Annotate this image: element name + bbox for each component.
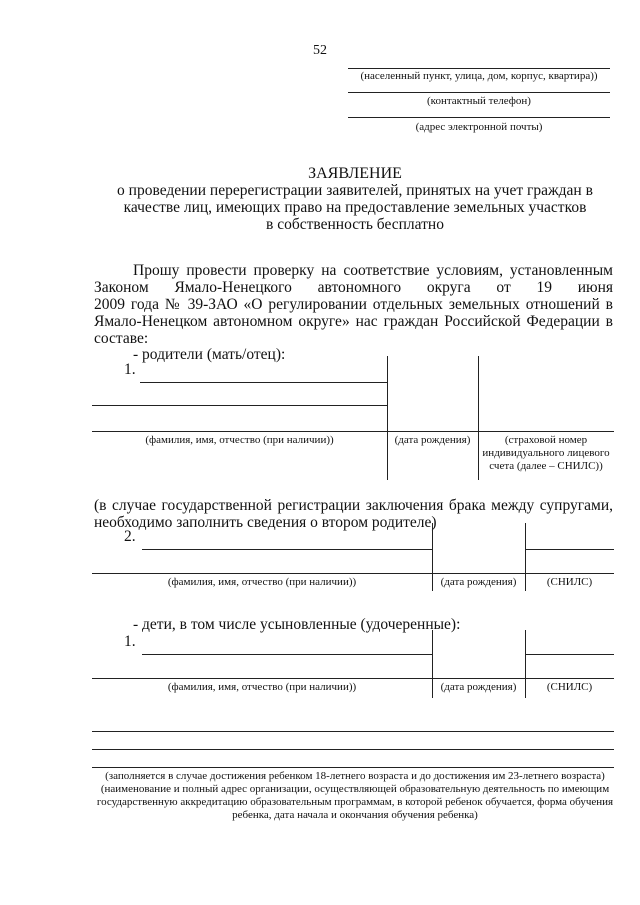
document-title: ЗАЯВЛЕНИЕ xyxy=(308,165,402,182)
address-caption: (населенный пункт, улица, дом, корпус, квартира)) xyxy=(360,70,598,82)
marriage-note-line-2: необходимо заполнить сведения о втором родителе) xyxy=(94,514,437,531)
second-parent-row-number: 2. xyxy=(124,528,136,545)
parent-column-divider-1 xyxy=(387,356,388,480)
second-parent-snils-line[interactable] xyxy=(525,549,614,550)
child-row-baseline[interactable] xyxy=(92,678,614,679)
second-parent-fio-caption: (фамилия, имя, отчество (при наличии)) xyxy=(167,576,357,588)
paragraph-line-2: Законом Ямало-Ненецкого автономного округа от 19 июня xyxy=(94,279,613,296)
parent-row-baseline[interactable] xyxy=(92,431,614,432)
marriage-note-line-1: (в случае государственной регистрации заключения брака между супругами, xyxy=(94,497,613,514)
email-caption: (адрес электронной почты) xyxy=(415,121,543,133)
child-dob-caption: (дата рождения) xyxy=(440,681,517,693)
education-note-line-2: (наименование и полный адрес организации, осуществляющей образовательную деятельность по имеющим xyxy=(100,783,610,795)
parent-snils-caption-3: счета (далее – СНИЛС)) xyxy=(489,460,603,472)
paragraph-line-4: Ямало-Ненецком автономном округе» нас граждан Российской Федерации в xyxy=(94,313,613,330)
children-heading: - дети, в том числе усыновленные (удочеренные): xyxy=(133,616,461,633)
paragraph-line-3: 2009 года № 39-ЗАО «О регулировании отдельных земельных отношений в xyxy=(94,296,613,313)
education-line-3[interactable] xyxy=(92,767,614,768)
parent-fio-line-1[interactable] xyxy=(140,382,387,383)
education-note-line-3: государственную аккредитацию образовательным программам, в которой ребенок обучается, форма обучения xyxy=(96,796,614,808)
parent-fio-caption: (фамилия, имя, отчество (при наличии)) xyxy=(145,434,334,446)
title-subline-3: в собственность бесплатно xyxy=(266,216,444,233)
page-number: 52 xyxy=(313,43,327,58)
parent-dob-caption: (дата рождения) xyxy=(394,434,471,446)
paragraph-line-1: Прошу провести проверку на соответствие условиям, установленным xyxy=(133,262,613,279)
child-fio-caption: (фамилия, имя, отчество (при наличии)) xyxy=(167,681,357,693)
child-row-number: 1. xyxy=(124,633,136,650)
phone-line[interactable] xyxy=(348,92,610,93)
education-note-line-4: ребенка, дата начала и окончания обучения ребенка) xyxy=(232,809,478,821)
paragraph-line-5: составе: xyxy=(94,330,149,347)
address-line[interactable] xyxy=(348,68,610,69)
second-parent-fio-line[interactable] xyxy=(142,549,432,550)
parent-fio-line-2[interactable] xyxy=(92,405,387,406)
second-parent-baseline[interactable] xyxy=(92,573,614,574)
education-line-2[interactable] xyxy=(92,749,614,750)
parent-snils-caption-2: индивидуального лицевого xyxy=(482,447,610,459)
child-snils-caption: (СНИЛС) xyxy=(546,681,593,693)
parent-row-number: 1. xyxy=(124,361,136,378)
parent-snils-caption-1: (страховой номер xyxy=(504,434,588,446)
education-line-1[interactable] xyxy=(92,731,614,732)
child-snils-line[interactable] xyxy=(525,654,614,655)
second-parent-snils-caption: (СНИЛС) xyxy=(546,576,593,588)
second-parent-dob-caption: (дата рождения) xyxy=(440,576,517,588)
title-subline-2: качестве лиц, имеющих право на предоставление земельных участков xyxy=(123,199,587,216)
education-note-line-1: (заполняется в случае достижения ребенком 18-летнего возраста и до достижения им 23-летнего возраста) xyxy=(105,770,605,782)
phone-caption: (контактный телефон) xyxy=(427,95,531,107)
parents-heading: - родители (мать/отец): xyxy=(133,346,286,363)
child-fio-line[interactable] xyxy=(142,654,432,655)
title-subline-1: о проведении перерегистрации заявителей, принятых на учет граждан в xyxy=(117,182,593,199)
email-line[interactable] xyxy=(348,117,610,118)
